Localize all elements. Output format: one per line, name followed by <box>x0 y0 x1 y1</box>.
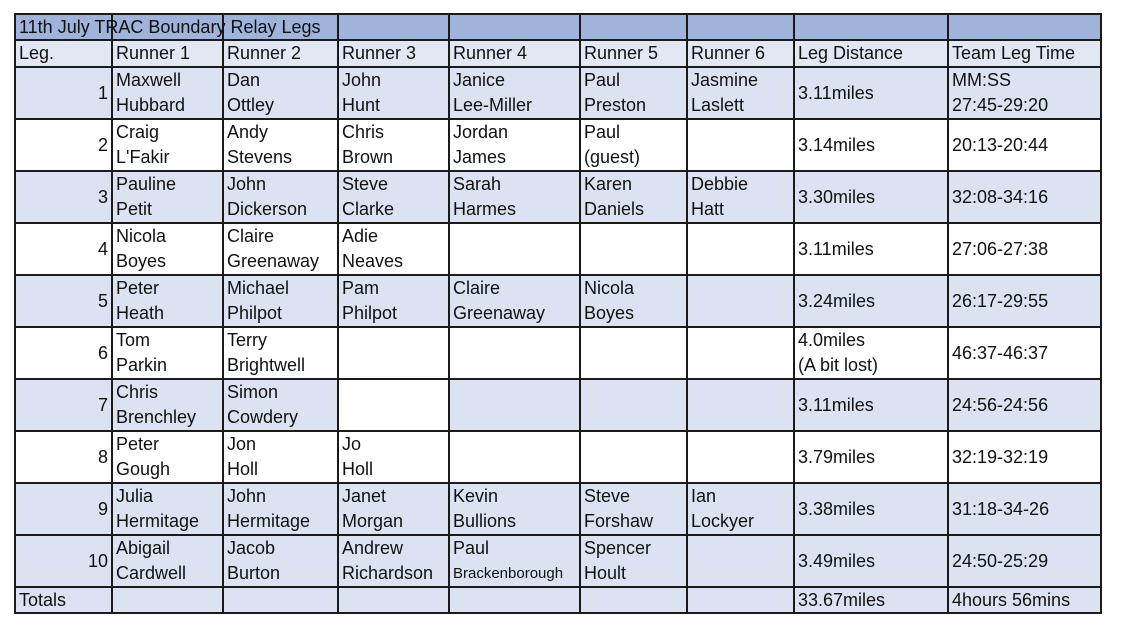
runner-last-name: Boyes <box>116 251 167 271</box>
runner-last-name: Brightwell <box>227 355 306 375</box>
team-leg-time-text: 32:19-32:19 <box>952 446 1049 467</box>
runner-last-name: Bullions <box>453 511 517 531</box>
runner-cell <box>338 119 449 171</box>
runner-cell <box>338 223 449 275</box>
runner-last-name: Laslett <box>691 95 745 115</box>
runner-first-name: Janet <box>342 486 387 506</box>
runner-first-name: Spencer <box>584 538 652 558</box>
column-header: Leg. <box>15 40 112 67</box>
leg-distance-text: 3.11miles <box>798 394 874 415</box>
totals-row <box>15 587 1101 613</box>
runner-cell <box>112 327 223 379</box>
runner-last-name: Hoult <box>584 563 627 583</box>
runner-cell <box>687 535 794 587</box>
runner-cell <box>580 171 687 223</box>
runner-last-name: Greenaway <box>227 251 320 271</box>
runner-cell <box>449 535 580 587</box>
runner-first-name: Terry <box>227 330 267 350</box>
title-row-cell <box>338 14 449 40</box>
runner-last-name: (guest) <box>584 147 641 167</box>
runner-first-name: Claire <box>227 226 275 246</box>
team-leg-time <box>948 431 1101 483</box>
runner-first-name: Karen <box>584 174 633 194</box>
runner-last-name: Brown <box>342 147 394 167</box>
runner-last-name: Stevens <box>227 147 293 167</box>
runner-cell <box>449 431 580 483</box>
runner-first-name: Jon <box>227 434 257 454</box>
runner-cell <box>449 171 580 223</box>
runner-first-name: Abigail <box>116 538 171 558</box>
title-row-cell <box>794 14 948 40</box>
leg-number: 10 <box>15 535 112 587</box>
column-header: Runner 3 <box>338 40 449 67</box>
runner-last-name: Heath <box>116 303 165 323</box>
leg-distance <box>794 67 948 119</box>
runner-cell <box>338 379 449 431</box>
runner-cell <box>112 223 223 275</box>
runner-first-name: Janice <box>453 70 506 90</box>
runner-first-name: Steve <box>342 174 389 194</box>
runner-cell <box>449 223 580 275</box>
runner-last-name: Holl <box>342 459 374 479</box>
runner-last-name: Daniels <box>584 199 645 219</box>
runner-first-name: Claire <box>453 278 501 298</box>
runner-first-name: Peter <box>116 434 160 454</box>
runner-first-name: Andy <box>227 122 269 142</box>
runner-first-name: Simon <box>227 382 279 402</box>
runner-first-name: Julia <box>116 486 154 506</box>
leg-distance-text: (A bit lost) <box>798 355 879 375</box>
runner-first-name: Sarah <box>453 174 502 194</box>
runner-last-name: Dickerson <box>227 199 308 219</box>
totals-empty-cell <box>338 587 449 613</box>
runner-last-name: Neaves <box>342 251 404 271</box>
runner-last-name: James <box>453 147 507 167</box>
runner-last-name: Lee-Miller <box>453 95 533 115</box>
table-row <box>15 119 1101 171</box>
runner-cell <box>687 171 794 223</box>
runner-first-name: Jasmine <box>691 70 759 90</box>
team-leg-time <box>948 379 1101 431</box>
total-time: 4hours 56mins <box>948 587 1101 613</box>
runner-last-name: Brackenborough <box>453 565 564 582</box>
runner-cell <box>112 379 223 431</box>
table-row <box>15 67 1101 119</box>
title-row-cell <box>948 14 1101 40</box>
runner-cell <box>687 119 794 171</box>
leg-number: 2 <box>15 119 112 171</box>
table-row <box>15 483 1101 535</box>
leg-distance <box>794 431 948 483</box>
column-header: Runner 5 <box>580 40 687 67</box>
runner-first-name: Chris <box>342 122 385 142</box>
title-row-cell <box>580 14 687 40</box>
runner-last-name: Parkin <box>116 355 168 375</box>
title-row-cell <box>449 14 580 40</box>
runner-cell <box>223 431 338 483</box>
runner-first-name: Dan <box>227 70 261 90</box>
runner-cell <box>687 67 794 119</box>
leg-distance-text: 3.11miles <box>798 238 874 259</box>
runner-first-name: John <box>227 486 267 506</box>
runner-last-name: Preston <box>584 95 647 115</box>
runner-first-name: John <box>342 70 382 90</box>
runner-first-name: John <box>227 174 267 194</box>
runner-last-name: Clarke <box>342 199 395 219</box>
runner-last-name: Harmes <box>453 199 517 219</box>
runner-last-name: Greenaway <box>453 303 546 323</box>
runner-first-name: Nicola <box>584 278 635 298</box>
totals-empty-cell <box>449 587 580 613</box>
runner-cell <box>223 223 338 275</box>
runner-last-name: Burton <box>227 563 281 583</box>
leg-number: 9 <box>15 483 112 535</box>
title-cell <box>15 14 321 40</box>
team-leg-time-text: 31:18-34-26 <box>952 498 1050 519</box>
runner-cell <box>338 275 449 327</box>
runner-cell <box>112 119 223 171</box>
runner-cell <box>338 483 449 535</box>
runner-first-name: Paul <box>584 70 621 90</box>
team-leg-time <box>948 119 1101 171</box>
team-leg-time <box>948 275 1101 327</box>
leg-number: 3 <box>15 171 112 223</box>
runner-cell <box>580 67 687 119</box>
relay-legs-table <box>14 13 1102 614</box>
team-leg-time <box>948 327 1101 379</box>
leg-distance-text: 3.79miles <box>798 446 876 467</box>
column-header: Leg Distance <box>794 40 948 67</box>
column-header: Runner 6 <box>687 40 794 67</box>
runner-first-name: Tom <box>116 330 151 350</box>
runner-last-name: Gough <box>116 459 171 479</box>
team-leg-time-text: 32:08-34:16 <box>952 186 1049 207</box>
runner-cell <box>223 119 338 171</box>
runner-last-name: Forshaw <box>584 511 654 531</box>
runner-cell <box>112 483 223 535</box>
runner-first-name: Craig <box>116 122 160 142</box>
leg-distance <box>794 483 948 535</box>
runner-cell <box>223 67 338 119</box>
team-leg-time <box>948 171 1101 223</box>
runner-cell <box>223 379 338 431</box>
totals-label: Totals <box>15 587 112 613</box>
runner-first-name: Peter <box>116 278 160 298</box>
leg-distance-text: 3.24miles <box>798 290 876 311</box>
runner-first-name: Adie <box>342 226 379 246</box>
leg-distance <box>794 275 948 327</box>
runner-last-name: Cardwell <box>116 563 187 583</box>
runner-first-name: Ian <box>691 486 717 506</box>
runner-cell <box>338 535 449 587</box>
leg-distance-text: 3.14miles <box>798 134 876 155</box>
runner-cell <box>687 275 794 327</box>
team-leg-time-text: 24:50-25:29 <box>952 550 1049 571</box>
leg-distance-text: 4.0miles <box>798 330 866 350</box>
runner-last-name: Ottley <box>227 95 275 115</box>
runner-first-name: Pauline <box>116 174 177 194</box>
leg-distance <box>794 535 948 587</box>
column-header: Runner 1 <box>112 40 223 67</box>
runner-cell <box>223 275 338 327</box>
runner-first-name: Steve <box>584 486 631 506</box>
runner-first-name: Jo <box>342 434 362 454</box>
leg-distance <box>794 379 948 431</box>
runner-first-name: Chris <box>116 382 159 402</box>
runner-first-name: Kevin <box>453 486 499 506</box>
runner-last-name: Petit <box>116 199 153 219</box>
runner-cell <box>687 431 794 483</box>
table-row <box>15 275 1101 327</box>
team-leg-time-text: 27:06-27:38 <box>952 238 1049 259</box>
runner-first-name: Pam <box>342 278 380 298</box>
runner-last-name: Cowdery <box>227 407 299 427</box>
runner-first-name: Paul <box>584 122 621 142</box>
runner-cell <box>449 119 580 171</box>
runner-first-name: Paul <box>453 538 490 558</box>
runner-first-name: Andrew <box>342 538 404 558</box>
runner-cell <box>223 483 338 535</box>
table-title: 11th July TRAC Boundary Relay Legs <box>19 17 321 37</box>
leg-number: 7 <box>15 379 112 431</box>
runner-cell <box>112 67 223 119</box>
totals-empty-cell <box>223 587 338 613</box>
column-header: Team Leg Time <box>948 40 1101 67</box>
team-leg-time <box>948 223 1101 275</box>
runner-cell <box>338 67 449 119</box>
title-row-cell <box>687 14 794 40</box>
leg-distance-text: 3.11miles <box>798 82 874 103</box>
table-row <box>15 223 1101 275</box>
runner-cell <box>112 431 223 483</box>
table-row <box>15 171 1101 223</box>
team-leg-time-text: 46:37-46:37 <box>952 342 1049 363</box>
total-distance: 33.67miles <box>794 587 948 613</box>
runner-cell <box>338 327 449 379</box>
runner-first-name: Maxwell <box>116 70 182 90</box>
runner-first-name: Jacob <box>227 538 276 558</box>
runner-cell <box>449 275 580 327</box>
runner-cell <box>223 171 338 223</box>
runner-last-name: Hermitage <box>116 511 200 531</box>
runner-cell <box>580 535 687 587</box>
runner-cell <box>338 171 449 223</box>
runner-last-name: Brenchley <box>116 407 197 427</box>
leg-number: 5 <box>15 275 112 327</box>
runner-cell <box>112 535 223 587</box>
leg-distance <box>794 223 948 275</box>
runner-first-name: Jordan <box>453 122 509 142</box>
column-header: Runner 2 <box>223 40 338 67</box>
leg-number: 1 <box>15 67 112 119</box>
runner-last-name: Richardson <box>342 563 434 583</box>
title-row <box>15 14 1101 40</box>
runner-last-name: L'Fakir <box>116 147 170 167</box>
runner-last-name: Philpot <box>227 303 283 323</box>
runner-cell <box>449 379 580 431</box>
runner-last-name: Hunt <box>342 95 381 115</box>
runner-cell <box>580 223 687 275</box>
runner-last-name: Lockyer <box>691 511 755 531</box>
table-row <box>15 431 1101 483</box>
totals-empty-cell <box>687 587 794 613</box>
runner-last-name: Morgan <box>342 511 404 531</box>
spreadsheet <box>14 13 1100 614</box>
leg-distance <box>794 327 948 379</box>
team-leg-time-text: 24:56-24:56 <box>952 394 1049 415</box>
runner-cell <box>687 483 794 535</box>
leg-number: 6 <box>15 327 112 379</box>
column-header: Runner 4 <box>449 40 580 67</box>
runner-cell <box>112 171 223 223</box>
runner-cell <box>687 379 794 431</box>
runner-cell <box>449 327 580 379</box>
team-leg-time-text: MM:SS <box>952 70 1012 90</box>
runner-cell <box>687 327 794 379</box>
header-row <box>15 40 1101 67</box>
team-leg-time-text: 26:17-29:55 <box>952 290 1049 311</box>
leg-distance-text: 3.38miles <box>798 498 876 519</box>
runner-cell <box>449 483 580 535</box>
runner-last-name: Boyes <box>584 303 635 323</box>
runner-last-name: Philpot <box>342 303 398 323</box>
runner-cell <box>449 67 580 119</box>
runner-last-name: Hermitage <box>227 511 311 531</box>
runner-last-name: Holl <box>227 459 259 479</box>
runner-cell <box>580 483 687 535</box>
leg-distance-text: 3.49miles <box>798 550 876 571</box>
leg-number: 8 <box>15 431 112 483</box>
leg-distance <box>794 119 948 171</box>
runner-cell <box>580 379 687 431</box>
runner-cell <box>223 327 338 379</box>
leg-number: 4 <box>15 223 112 275</box>
team-leg-time <box>948 483 1101 535</box>
runner-last-name: Hatt <box>691 199 725 219</box>
runner-cell <box>687 223 794 275</box>
team-leg-time-text: 20:13-20:44 <box>952 134 1049 155</box>
totals-empty-cell <box>112 587 223 613</box>
team-leg-time <box>948 67 1101 119</box>
runner-cell <box>580 327 687 379</box>
runner-last-name: Hubbard <box>116 95 186 115</box>
runner-cell <box>580 119 687 171</box>
runner-first-name: Debbie <box>691 174 749 194</box>
runner-cell <box>580 431 687 483</box>
runner-cell <box>338 431 449 483</box>
leg-distance <box>794 171 948 223</box>
team-leg-time-text: 27:45-29:20 <box>952 95 1049 115</box>
table-row <box>15 379 1101 431</box>
totals-empty-cell <box>580 587 687 613</box>
runner-cell <box>223 535 338 587</box>
team-leg-time <box>948 535 1101 587</box>
runner-first-name: Nicola <box>116 226 167 246</box>
table-row <box>15 327 1101 379</box>
runner-cell <box>580 275 687 327</box>
runner-cell <box>112 275 223 327</box>
leg-distance-text: 3.30miles <box>798 186 876 207</box>
table-row <box>15 535 1101 587</box>
runner-first-name: Michael <box>227 278 290 298</box>
